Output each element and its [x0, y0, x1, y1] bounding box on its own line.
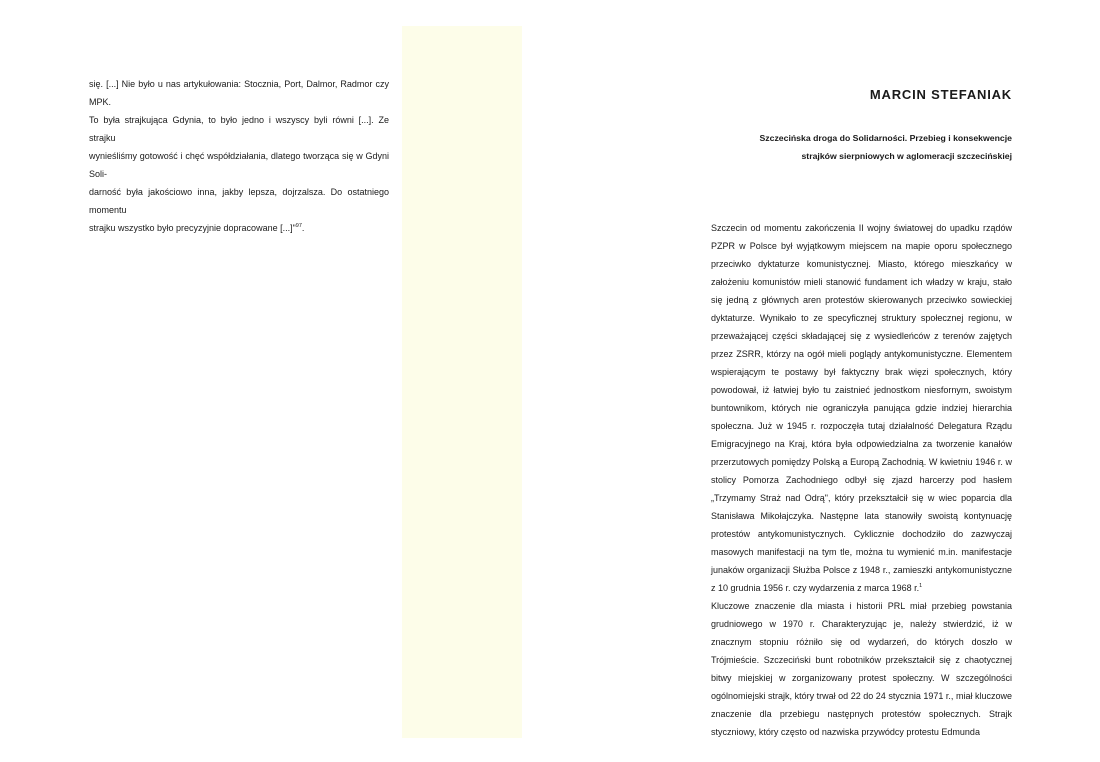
paragraph-text: Szczecin od momentu zakończenia II wojny światowej do upadku rządów PZPR w Polsce był wyjątkowym miejscem na mapie oporu społecznego przeciwko dyktaturze komunistycznej. Miasto, którego mieszkańcy w założeniu komunistów mieli stanowić fundament ich władzy w kraju, stało się jedną z głównych aren protestów skierowanych przeciwko sowieckiej dyktaturze. Wynikało to ze specyficznej struktury społecznej regionu, w przeważającej części składającej się z wysiedleńców z terenów zajętych przez ZSRR, którzy na ogół mieli poglądy antykomunistyczne. Elementem wspierającym te postawy był faktyczny brak więzi społecznych, który powodował, iż łatwiej było tu zaistnieć jednostkom niesfornym, swoistym buntownikom, których nie ograniczyła panująca gdzie indziej hierarchia społeczna. Już w 1945 r. rozpoczęła tutaj działalność Delegatura Rządu Emigracyjnego na Kraj, która była odpowiedzialna za tworzenie kanałów przerzutowych pomiędzy Polską a Europą Zachodnią. W kwietniu 1946 r. w stolicy Pomorza Zachodniego odbył się zjazd harcerzy pod hasłem „Trzymamy Straż nad Odrą", który przekształcił się w wiec poparcia dla Stanisława Mikołajczyka. Następne lata stanowiły swoistą kontynuację protestów antykomunistycznych. Cyklicznie dochodziło do zazwyczaj masowych manifestacji na tym tle, można tu wymienić m.in. manifestacje junaków organizacji Służba Polsce z 1948 r., zamieszki antykomunistyczne z 10 grudnia 1956 r. czy wydarzenia z marca 1968 r.: [711, 223, 1012, 593]
footnote-ref: 1: [919, 583, 923, 589]
title-line: strajków sierpniowych w aglomeracji szczecińskiej: [801, 151, 1012, 161]
left-page-text: [89, 75, 389, 237]
article-body: [711, 219, 1012, 741]
text-line: strajku wszystko było precyzyjnie dopracowane [...]": [89, 223, 296, 233]
footnote-ref: 97: [295, 223, 302, 229]
period: .: [301, 223, 305, 233]
paragraph: Kluczowe znaczenie dla miasta i historii PRL miał przebieg powstania grudniowego w 1970 r. Charakteryzując je, należy stwierdzić, iż w znacznym stopniu różniło się od wydarzeń, do których doszło w Trójmieście. Szczeciński bunt robotników przekształcił się z chaotycznej bitwy miejskiej w zorganizowany protest społeczny. W szczególności ogólnomiejski strajk, który trwał od 22 do 24 stycznia 1971 r., miał kluczowe znaczenie dla przebiegu następnych protestów społecznych. Strajk styczniowy, który często od nazwiska przywódcy protestu Edmunda: [711, 601, 1012, 737]
text-line-last: [89, 219, 389, 237]
text-line: wynieśliśmy gotowość i chęć współdziałania, dlatego tworząca się w Gdyni Soli-: [89, 151, 389, 179]
article-title: [711, 129, 1012, 165]
text-line: darność była jakościowo inna, jakby lepsza, dojrzalsza. Do ostatniego momentu: [89, 187, 389, 215]
text-line: To była strajkująca Gdynia, to było jedno i wszyscy byli równi [...]. Ze strajku: [89, 115, 389, 143]
paragraph: [711, 219, 1012, 597]
page-gutter: [402, 26, 522, 738]
author-name: MARCIN STEFANIAK: [869, 87, 1012, 102]
title-line: Szczecińska droga do Solidarności. Przebieg i konsekwencje: [759, 133, 1012, 143]
text-line: się. [...] Nie było u nas artykułowania: Stocznia, Port, Dalmor, Radmor czy MPK.: [89, 79, 389, 107]
